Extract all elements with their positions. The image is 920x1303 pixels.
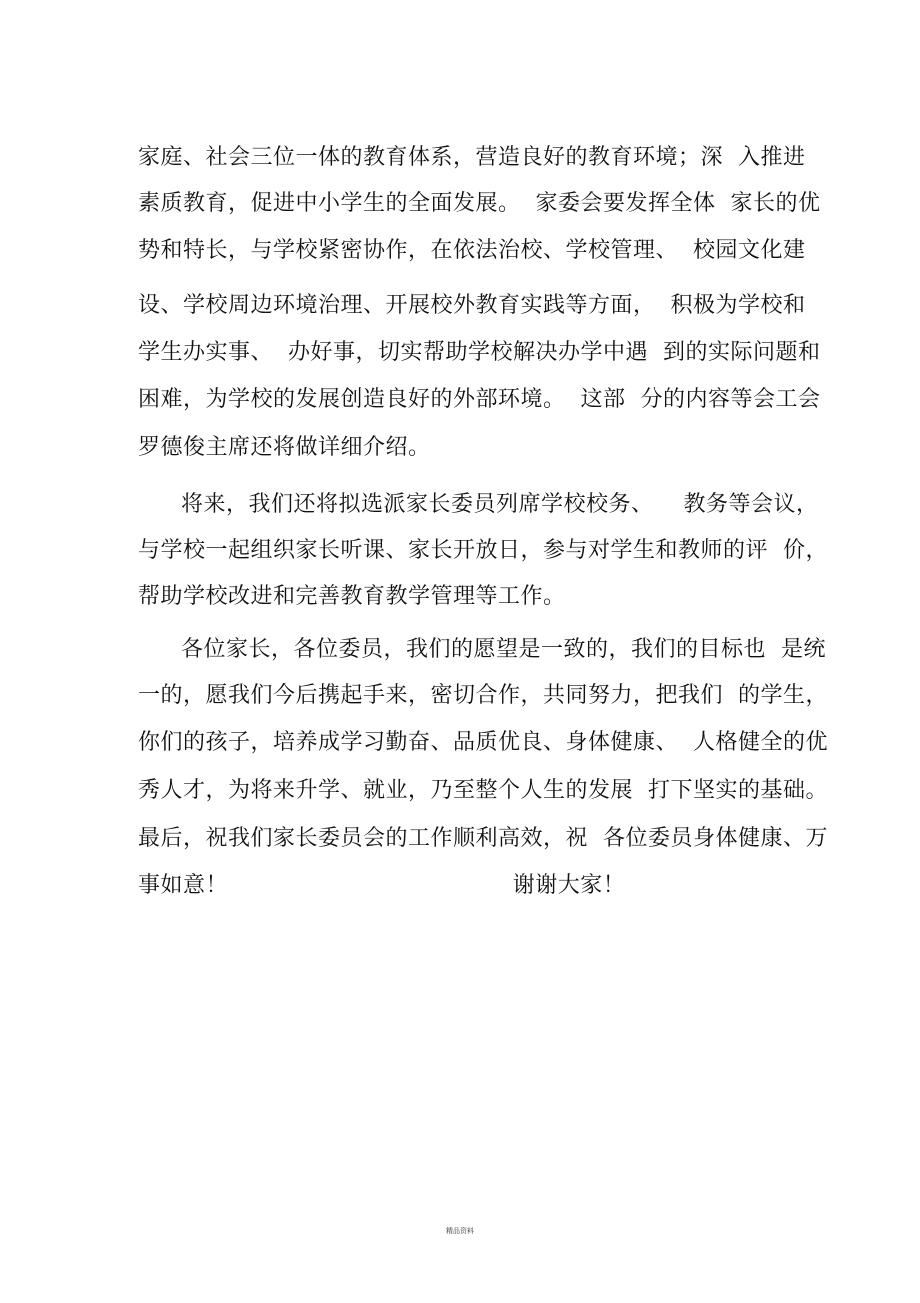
- paragraph-1-line-7: 罗德俊主席还将做详细介绍。: [138, 435, 431, 460]
- paragraph-1-line-4: 设、学校周边环境治理、开展校外教育实践等方面， 积极为学校和: [138, 293, 806, 318]
- paragraph-3-line-5: 最后，祝我们家长委员会的工作顺利高效，祝 各位委员身体健康、万: [138, 826, 828, 851]
- paragraph-1-line-6: 困难，为学校的发展创造良好的外部环境。 这部 分的内容等会工会: [138, 387, 821, 412]
- paragraph-1-line-3: 势和特长，与学校紧密协作，在依法治校、学校管理、 校园文化建: [138, 238, 806, 263]
- paragraph-3-line-6: 事如意！ 谢谢大家！: [138, 873, 626, 898]
- paragraph-2-line-1: 将来，我们还将拟选派家长委员列席学校校务、 教务等会议，: [181, 492, 819, 517]
- paragraph-2-line-3: 帮助学校改进和完善教育教学管理等工作。: [138, 584, 566, 609]
- paragraph-3-line-3: 你们的孩子，培养成学习勤奋、品质优良、身体健康、 人格健全的优: [138, 730, 828, 755]
- page-footer: 精品资料: [446, 1227, 474, 1235]
- paragraph-3-line-4: 秀人才，为将来升学、就业，乃至整个人生的发展 打下坚实的基础。: [138, 778, 828, 803]
- paragraph-1-line-1: 家庭、社会三位一体的教育体系，营造良好的教育环境；深 入推进: [138, 145, 806, 170]
- paragraph-3-line-2: 一的，愿我们今后携起手来，密切合作，共同努力，把我们 的学生，: [138, 683, 828, 708]
- paragraph-1-line-2: 素质教育，促进中小学生的全面发展。 家委会要发挥全体 家长的优: [138, 191, 821, 216]
- paragraph-3-line-1: 各位家长，各位委员，我们的愿望是一致的，我们的目标也 是统: [181, 637, 826, 662]
- paragraph-1-line-5: 学生办实事、 办好事，切实帮助学校解决办学中遇 到的实际问题和: [138, 340, 821, 365]
- paragraph-2-line-2: 与学校一起组织家长听课、家长开放日，参与对学生和教师的评 价，: [138, 538, 828, 563]
